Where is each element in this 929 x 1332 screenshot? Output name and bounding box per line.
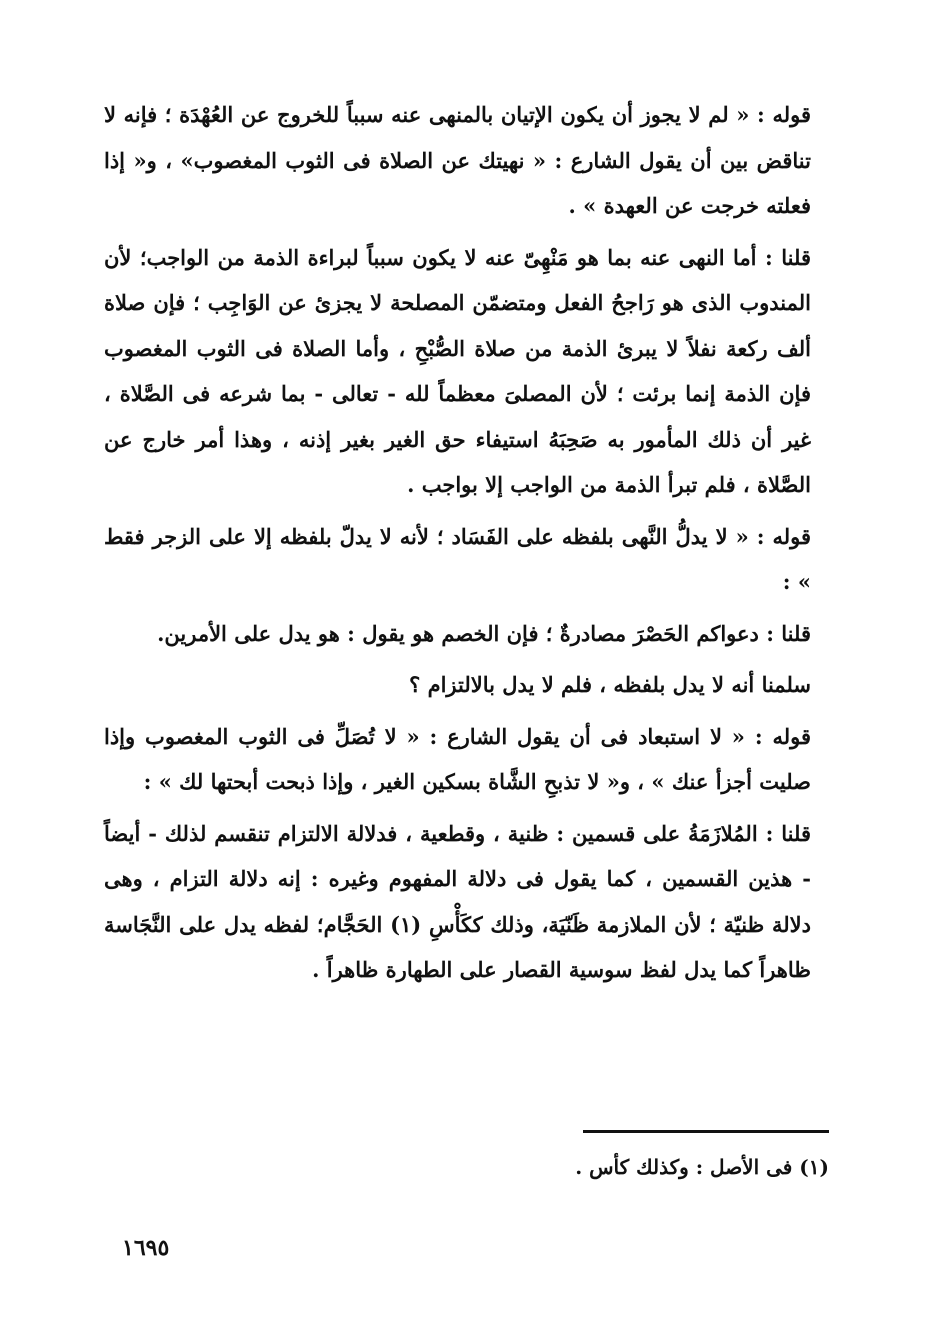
page-body bbox=[104, 92, 829, 999]
paragraph-1: قوله : « لم لا يجوز أن يكون الإتيان بالمنهى عنه سبباً للخروج عن العُهْدَة ؛ فإنه لا تناقض بين أن يقول الشارع : « نهيتك عن الصلاة فى الثوب المغصوب» ، و« إذا فعلته خرجت عن العهدة » . bbox=[104, 102, 811, 218]
footnote: (١) فى الأصل : وكذلك كأس . bbox=[575, 1155, 829, 1179]
paragraph-6: قوله : « لا استبعاد فى أن يقول الشارع : « لا تُصَلِّ فى الثوب المغصوب وإذا صليت أجزأ عنك » ، و« لا تذبحِ الشَّاة بسكين الغير ، وإذا ذبحت أبحتها لك » : bbox=[104, 723, 811, 794]
page-number: ١٦٩٥ bbox=[122, 1235, 170, 1261]
paragraph-7: قلنا : المُلازَمَةُ على قسمين : ظنية ، وقطعية ، فدلالة الالتزام تنقسم لذلك - أيضاً - هذين القسمين ، كما يقول فى دلالة المفهوم وغيره : إنه دلالة التزام ، وهى دلالة ظنيّة ؛ لأن الملازمة ظَنّيَة، وذلك ككَأْسِ (١) الحَجَّام؛ لفظه يدل على النَّجَاسة ظاهراً كما يدل لفظ سوسية القصار على الطهارة ظاهراً . bbox=[104, 820, 811, 982]
paragraph-2: قلنا : أما النهى عنه بما هو مَنْهِىّ عنه لا يكون سبباً لبراءة الذمة من الواجب؛ لأن المندوب الذى هو رَاجحُ الفعل ومتضمّن المصلحة لا يجزئ عن الوَاجِب ؛ فإن صلاة ألف ركعة نفلاً لا يبرئ الذمة من صلاة الصُّبْحِ ، وأما الصلاة فى الثوب المغصوب فإن الذمة إنما برئت ؛ لأن المصلىَ معظماً لله - تعالى - بما شرعه فى الصَّلاة ، غير أن ذلك المأمور به صَحِبَهُ استيفاء حق الغير بغير إذنه ، وهذا أمر خارج عن الصَّلاة ، فلم تبرأ الذمة من الواجب إلا بواجب . bbox=[104, 244, 811, 497]
paragraph-3: قوله : « لا يدلُّ النَّهى بلفظه على الفَسَاد ؛ لأنه لا يدلّ بلفظه إلا على الزجر فقط » : bbox=[104, 523, 811, 594]
paragraph-4: قلنا : دعواكم الحَصْرَ مصادرةٌ ؛ فإن الخصم هو يقول : هو يدل على الأمرين. bbox=[157, 620, 811, 646]
paragraph-5: سلمنا أنه لا يدل بلفظه ، فلم لا يدل بالالتزام ؟ bbox=[409, 672, 811, 697]
footnote-divider bbox=[583, 1130, 829, 1133]
